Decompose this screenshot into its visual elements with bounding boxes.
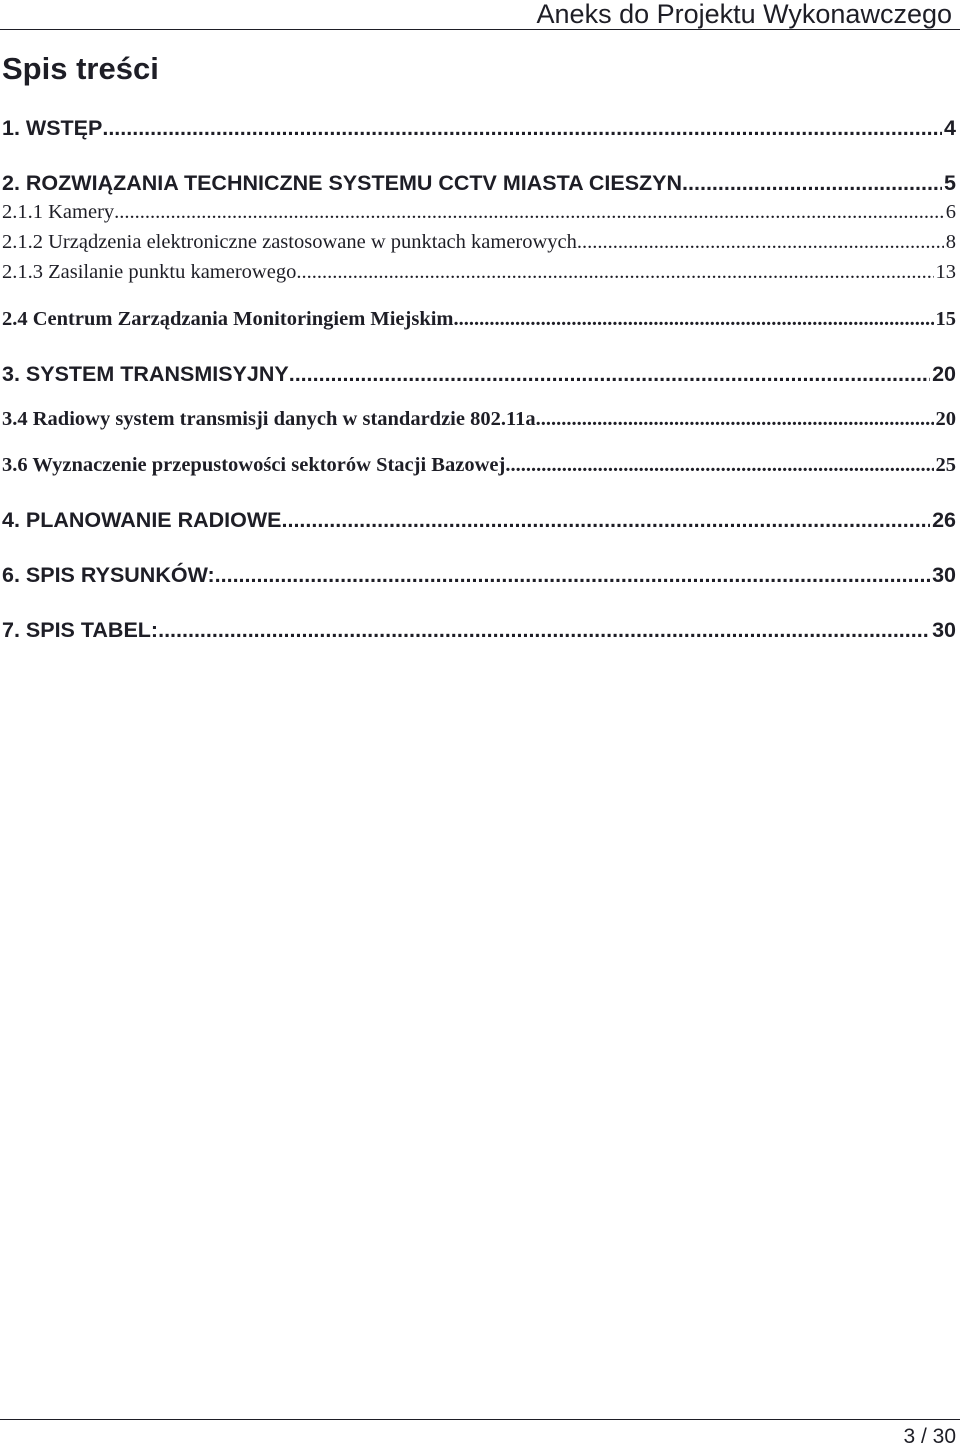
toc-entry-page: 25 [935,454,956,476]
toc-dot-leader [158,618,930,643]
toc-entry-rozwiazania[interactable] [2,171,956,196]
toc-entry-spis-tabel[interactable] [2,618,956,643]
toc-dot-leader [682,171,942,196]
toc-entry-label: 2. ROZWIĄZANIA TECHNICZNE SYSTEMU CCTV MIASTA CIESZYN [2,171,683,195]
toc-entry-label: 2.1.1 Kamery [2,201,115,223]
toc-entry-planowanie-radiowe[interactable] [2,508,956,533]
footer-divider [0,1419,960,1420]
toc-dot-leader [215,563,930,588]
toc-dot-leader [289,362,930,387]
toc-dot-leader [102,116,942,141]
toc-entry-page: 4 [944,116,956,140]
toc-entry-label: 3.4 Radiowy system transmisji danych w standardzie 802.11a [2,408,536,430]
header-divider [0,29,960,30]
toc-dot-leader [114,201,944,224]
toc-entry-label: 3. SYSTEM TRANSMISYJNY [2,362,289,386]
toc-dot-leader [505,454,933,477]
toc-entry-kamery[interactable] [2,201,956,224]
toc-entry-urzadzenia[interactable] [2,231,956,254]
toc-dot-leader [282,508,931,533]
toc-entry-page: 30 [932,563,956,587]
toc-entry-zasilanie[interactable] [2,261,956,284]
toc-entry-page: 20 [935,408,956,430]
toc-entry-label: 1. WSTĘP [2,116,103,140]
toc-entry-label: 2.1.2 Urządzenia elektroniczne zastosowane w punktach kamerowych [2,231,577,253]
page-number: 3 / 30 [903,1425,956,1448]
toc-entry-przepustowosc[interactable] [2,454,956,477]
toc-dot-leader [454,308,934,331]
toc-entry-page: 30 [932,618,956,642]
toc-entry-spis-rysunkow[interactable] [2,563,956,588]
toc-entry-label: 7. SPIS TABEL: [2,618,159,642]
toc-dot-leader [577,231,944,254]
toc-heading: Spis treści [2,51,159,86]
toc-dot-leader [536,408,934,431]
toc-entry-label: 6. SPIS RYSUNKÓW: [2,563,215,587]
toc-entry-page: 13 [935,261,956,283]
toc-entry-radiowy-system[interactable] [2,408,956,431]
toc-entry-centrum[interactable] [2,308,956,331]
toc-entry-page: 15 [935,308,956,330]
toc-entry-wstep[interactable] [2,116,956,141]
toc-entry-page: 6 [945,201,956,223]
toc-entry-label: 3.6 Wyznaczenie przepustowości sektorów Stacji Bazowej [2,454,506,476]
toc-entry-label: 4. PLANOWANIE RADIOWE [2,508,282,532]
toc-entry-label: 2.1.3 Zasilanie punktu kamerowego [2,261,297,283]
toc-entry-page: 8 [945,231,956,253]
toc-entry-page: 26 [932,508,956,532]
toc-entry-page: 5 [944,171,956,195]
toc-entry-label: 2.4 Centrum Zarządzania Monitoringiem Miejskim [2,308,454,330]
toc-entry-system-transmisyjny[interactable] [2,362,956,387]
toc-entry-page: 20 [932,362,956,386]
toc-dot-leader [296,261,933,284]
document-header-title: Aneks do Projektu Wykonawczego [536,0,952,29]
